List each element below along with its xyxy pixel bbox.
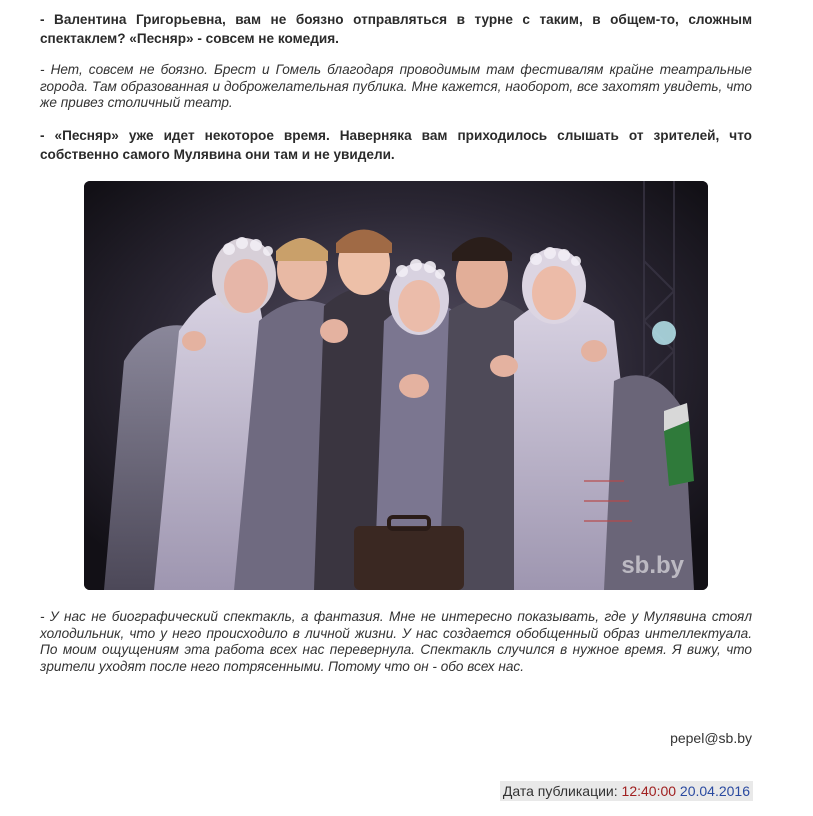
pub-time: 12:40:00	[621, 783, 677, 799]
author-email[interactable]: pepel@sb.by	[670, 730, 752, 746]
answer-2-block	[40, 609, 752, 689]
question-1: - Валентина Григорьевна, вам не боязно отправляться в турне с таким, в общем-то, сложным спектаклем? «Песняр» - совсем не комедия.	[40, 12, 752, 46]
answer-2: - У нас не биографический спектакль, а фантазия. Мне не интересно показывать, где у Мулявина стоял холодильник, что у него происходило в личной жизни. У нас создается обобщенный образ интеллектуала. По моим ощущениям эта работа всех нас перевернула. Спектакль случился в нужное время. Я вижу, что зрители уходят после него потрясенными. Потому что он - обо всех нас.	[40, 609, 752, 674]
photo-watermark: sb.by	[621, 552, 684, 579]
pub-label: Дата публикации:	[502, 783, 622, 799]
article-body	[40, 10, 752, 178]
article-photo	[84, 181, 708, 590]
question-2: - «Песняр» уже идет некоторое время. Наверняка вам приходилось слышать от зрителей, что собственно самого Мулявина они там и не увидели.	[40, 127, 752, 162]
answer-1: - Нет, совсем не боязно. Брест и Гомель благодаря проводимым там фестивалям крайне театральные города. Там образованная и доброжелательная публика. Мне кажется, наоборот, все захотят увидеть, что же привез столичный театр.	[40, 62, 752, 110]
pub-date: 20.04.2016	[679, 783, 750, 799]
publication-date	[500, 781, 753, 801]
stage-photo-illustration	[84, 181, 708, 590]
